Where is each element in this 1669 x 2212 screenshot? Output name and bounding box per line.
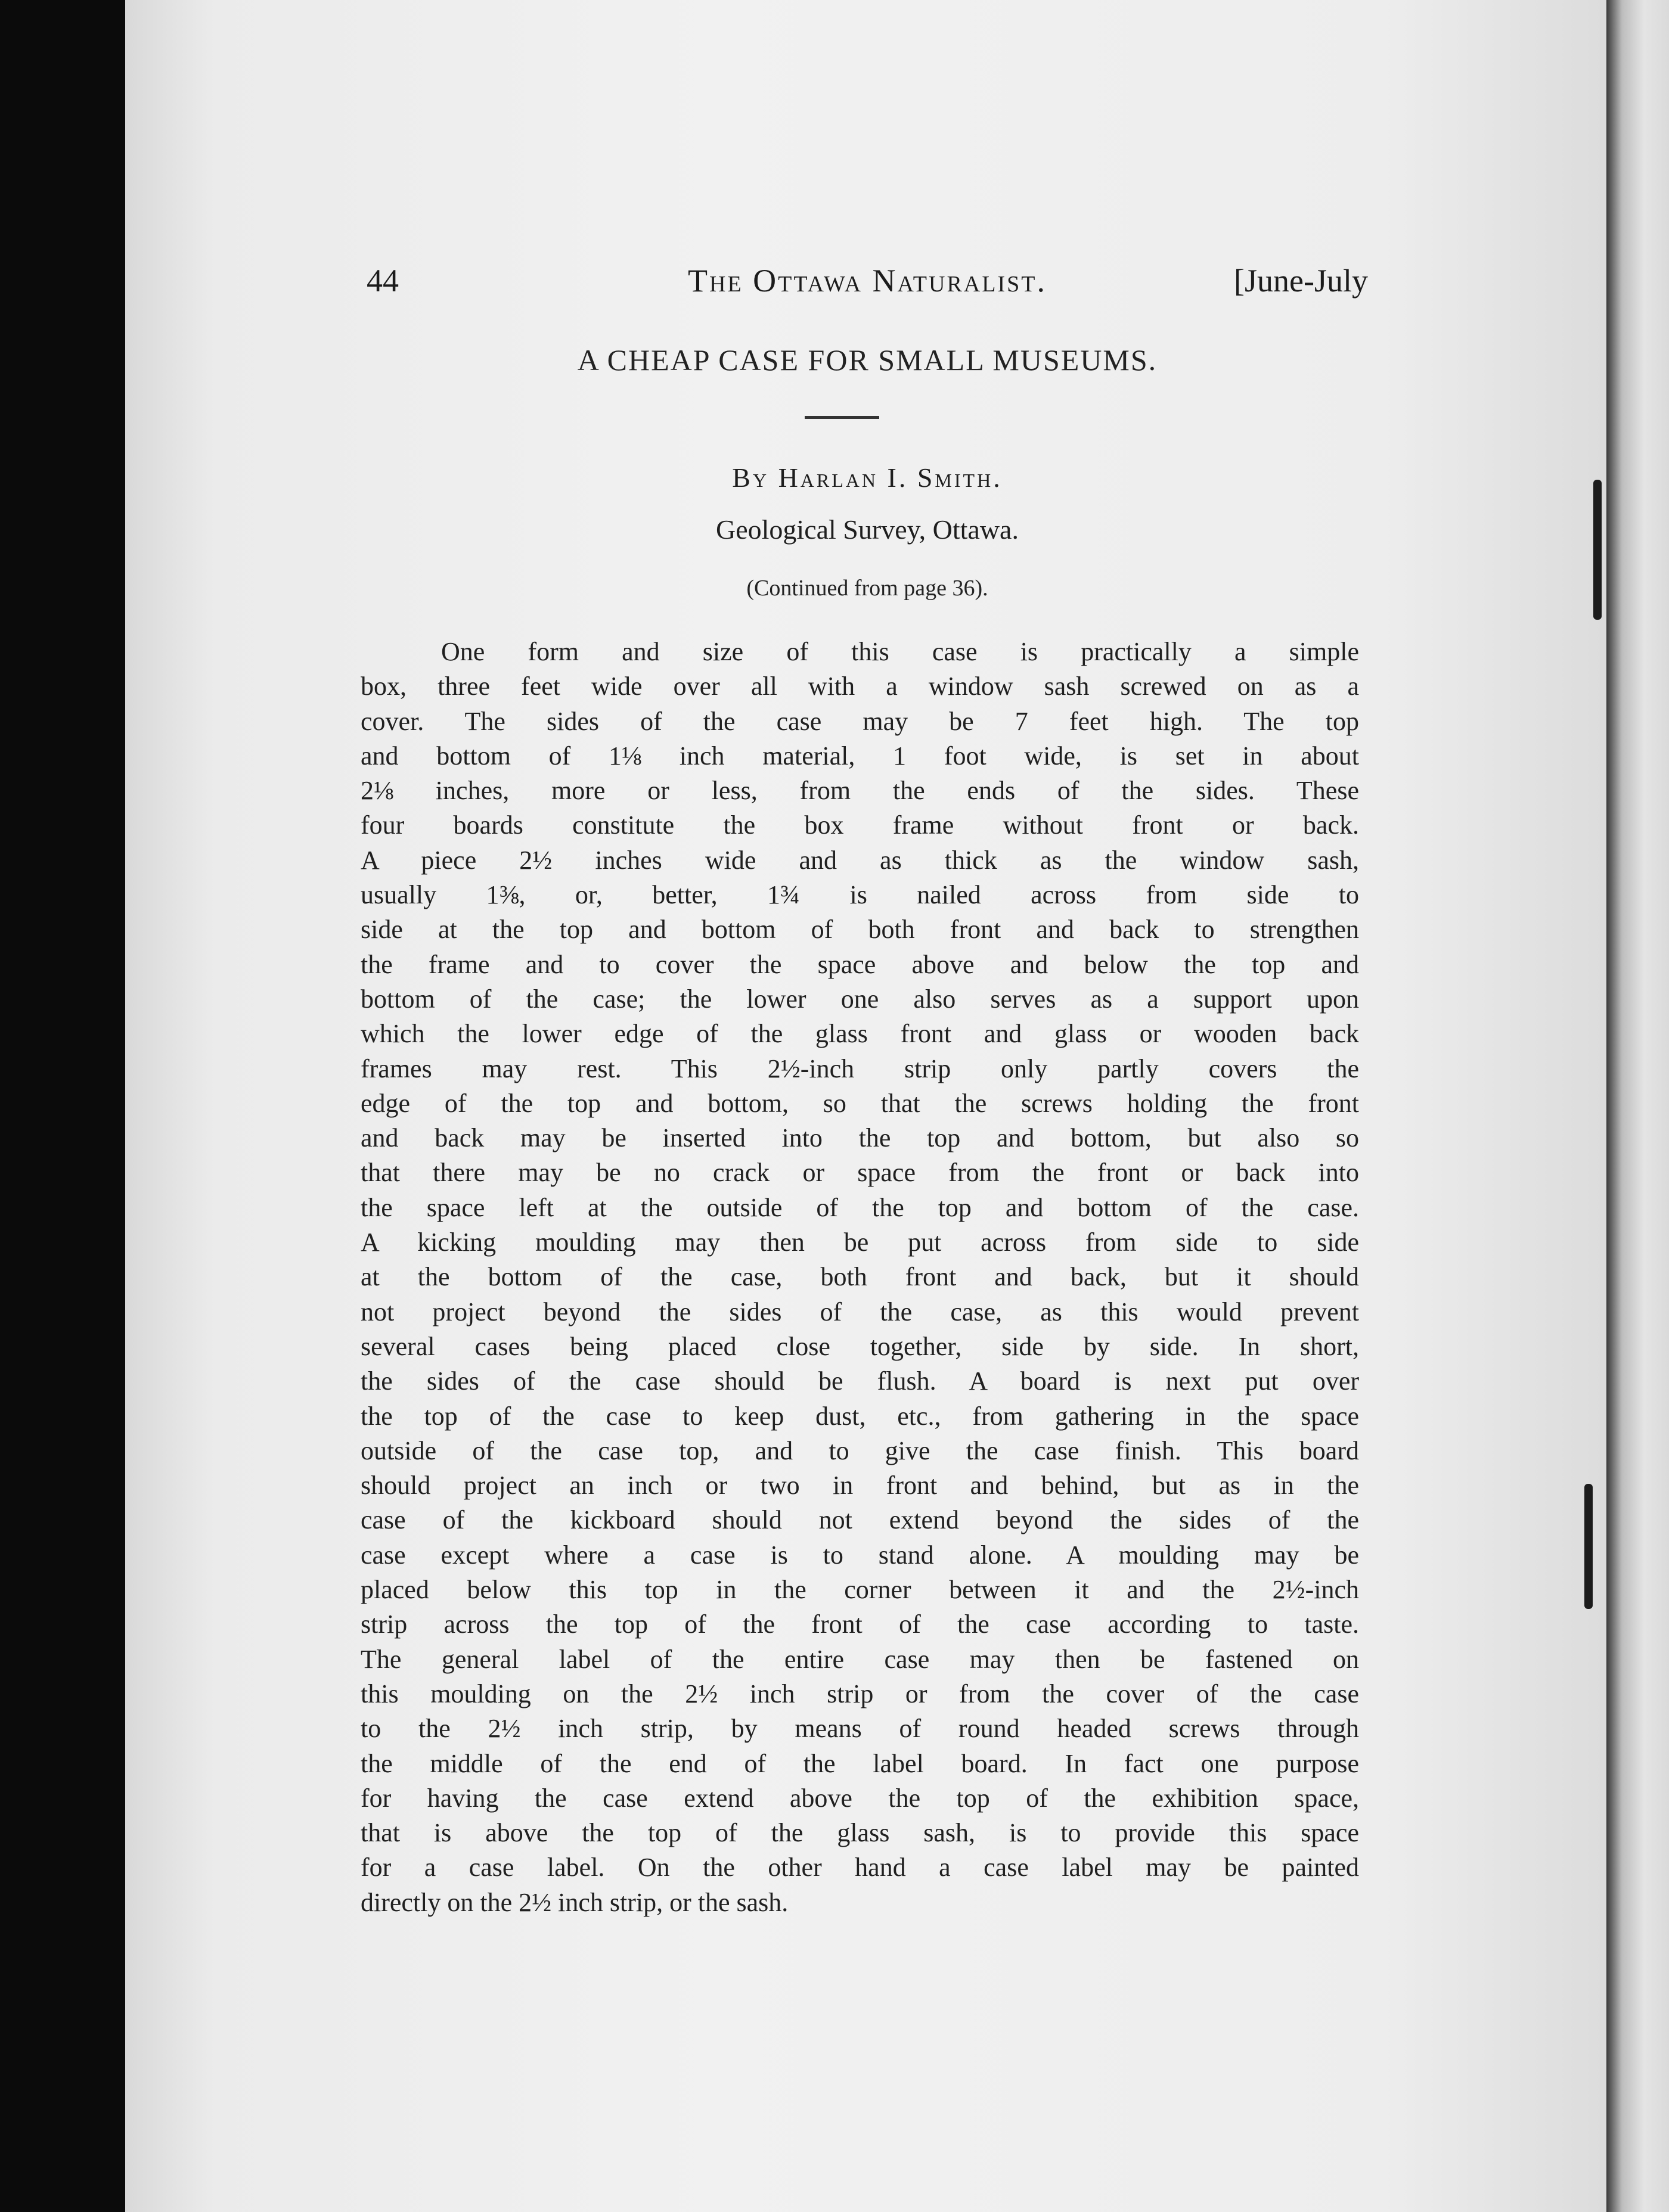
body-line: The general label of the entire case may then be fastened on (361, 1644, 1359, 1674)
body-line: edge of the top and bottom, so that the screws holding the front (361, 1088, 1359, 1118)
affiliation: Geological Survey, Ottawa. (716, 514, 1019, 545)
body-line: should project an inch or two in front and behind, but as in the (361, 1471, 1359, 1500)
body-line: for having the case extend above the top of the exhibition space, (361, 1783, 1359, 1813)
body-line: placed below this top in the corner between it and the 2½-inch (361, 1575, 1359, 1605)
running-head (367, 262, 1368, 304)
body-line: this moulding on the 2½ inch strip or from the cover of the case (361, 1679, 1359, 1708)
body-line: A piece 2½ inches wide and as thick as the window sash, (361, 845, 1359, 875)
journal-title: The Ottawa Naturalist. (688, 263, 1047, 299)
body-line: the middle of the end of the label board. In fact one purpose (361, 1748, 1359, 1778)
body-line: four boards constitute the box frame without front or back. (361, 810, 1359, 840)
page-number: 44 (367, 263, 399, 299)
body-line: not project beyond the sides of the case, as this would prevent (361, 1297, 1359, 1326)
body-line: One form and size of this case is practically a simple (441, 637, 1359, 666)
body-line: and back may be inserted into the top and bottom, but also so (361, 1123, 1359, 1153)
body-line: 2⅛ inches, more or less, from the ends of the sides. These (361, 776, 1359, 806)
body-line: and bottom of 1⅛ inch material, 1 foot wide, is set in about (361, 741, 1359, 771)
body-line: strip across the top of the front of the case according to taste. (361, 1610, 1359, 1639)
body-line: directly on the 2½ inch strip, or the sash. (361, 1887, 789, 1917)
article-body (361, 635, 1359, 1920)
article-title: A CHEAP CASE FOR SMALL MUSEUMS. (577, 343, 1158, 377)
body-line: the sides of the case should be flush. A board is next put over (361, 1366, 1359, 1396)
body-line: which the lower edge of the glass front and glass or wooden back (361, 1019, 1359, 1049)
body-line: outside of the case top, and to give the case finish. This board (361, 1436, 1359, 1465)
body-line: case except where a case is to stand alone. A moulding may be (361, 1540, 1359, 1570)
byline: By Harlan I. Smith. (732, 462, 1003, 493)
body-line: side at the top and bottom of both front and back to strengthen (361, 915, 1359, 945)
body-line: cover. The sides of the case may be 7 feet high. The top (361, 706, 1359, 736)
facing-page-edge (1606, 0, 1669, 2212)
body-line: that there may be no crack or space from the front or back into (361, 1158, 1359, 1188)
body-line: several cases being placed close together, side by side. In short, (361, 1331, 1359, 1361)
body-line: A kicking moulding may then be put across from side to side (361, 1228, 1359, 1257)
body-line: the top of the case to keep dust, etc., from gathering in the space (361, 1401, 1359, 1431)
body-line: usually 1⅜, or, better, 1¾ is nailed across from side to (361, 880, 1359, 910)
body-line: to the 2½ inch strip, by means of round headed screws through (361, 1714, 1359, 1744)
binding-mark (1584, 1484, 1593, 1609)
body-line: bottom of the case; the lower one also serves as a support upon (361, 984, 1359, 1014)
continued-note: (Continued from page 36). (746, 576, 988, 601)
title-rule (805, 416, 879, 419)
body-line: box, three feet wide over all with a window sash screwed on as a (361, 672, 1359, 701)
body-line: frames may rest. This 2½-inch strip only partly covers the (361, 1054, 1359, 1083)
body-line: for a case label. On the other hand a case label may be painted (361, 1853, 1359, 1882)
body-line: that is above the top of the glass sash, is to provide this space (361, 1818, 1359, 1848)
binding-mark (1593, 480, 1602, 620)
body-line: the frame and to cover the space above and below the top and (361, 949, 1359, 979)
body-line: at the bottom of the case, both front and back, but it should (361, 1262, 1359, 1292)
body-line: case of the kickboard should not extend beyond the sides of the (361, 1505, 1359, 1535)
issue-date: [June-July (1234, 263, 1368, 299)
body-line: the space left at the outside of the top and bottom of the case. (361, 1192, 1359, 1222)
